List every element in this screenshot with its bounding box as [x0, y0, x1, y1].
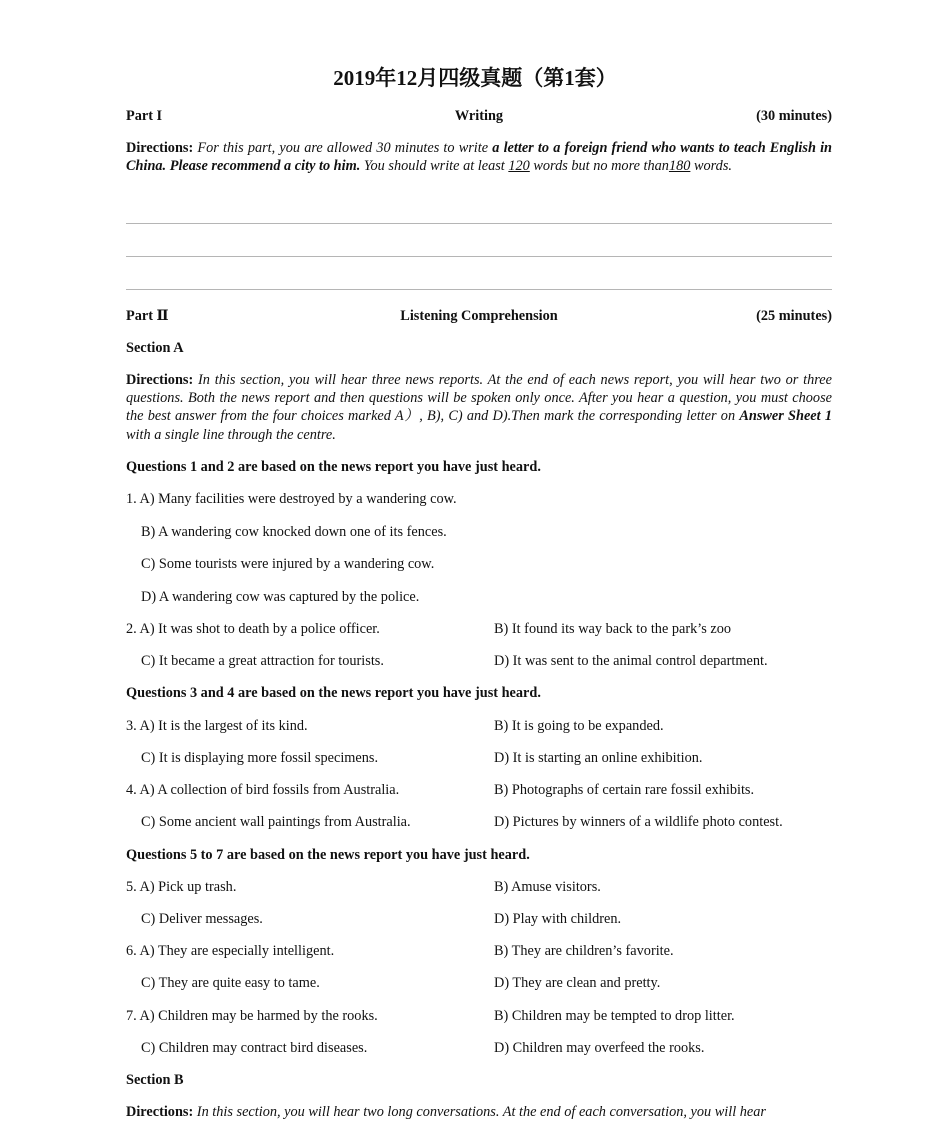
- question-6: [126, 943, 832, 963]
- question-2: [126, 653, 832, 673]
- directions-text: You should write at least: [360, 158, 509, 175]
- section-a-heading: Section A: [126, 340, 184, 356]
- directions-text: In this section, you will hear two long conversations. At the end of each conversation, you will hear: [193, 1104, 766, 1120]
- question-group-header: Questions 5 to 7 are based on the news report you have just heard.: [126, 847, 530, 863]
- part-time: (25 minutes): [756, 308, 832, 324]
- option: 3. A) It is the largest of its kind.: [126, 718, 308, 734]
- max-words: 180: [668, 158, 691, 175]
- part-time: (30 minutes): [756, 108, 832, 124]
- directions-label: Directions:: [126, 372, 194, 388]
- question-3: [126, 750, 832, 770]
- directions-text: with a single line through the centre.: [126, 426, 336, 443]
- directions-text: words.: [690, 158, 732, 175]
- option: B) Amuse visitors.: [494, 879, 601, 895]
- option: B) It found its way back to the park’s zoo: [494, 621, 732, 637]
- question-1: [126, 556, 832, 576]
- option: D) It is starting an online exhibition.: [494, 750, 703, 766]
- option: B) They are children’s favorite.: [494, 943, 674, 959]
- option: D) Pictures by winners of a wildlife photo contest.: [494, 814, 783, 830]
- option: C) It is displaying more fossil specimens.: [141, 750, 379, 766]
- option: D) Play with children.: [494, 911, 622, 927]
- option: B) Children may be tempted to drop litter.: [494, 1008, 735, 1024]
- writing-task: a letter to a foreign friend who wants to teach English in China. Please recommend a city to him.: [126, 140, 832, 175]
- option: C) Deliver messages.: [141, 911, 263, 927]
- question-6: [126, 975, 832, 995]
- part2-header: [126, 308, 832, 328]
- option: 5. A) Pick up trash.: [126, 879, 237, 895]
- option: D) They are clean and pretty.: [494, 975, 661, 991]
- page-title: 2019年12月四级真题（第1套）: [333, 66, 617, 90]
- question-7: [126, 1040, 832, 1060]
- part-name: Listening Comprehension: [400, 308, 558, 324]
- directions-text: For this part, you are allowed 30 minutes to write: [193, 140, 493, 156]
- question-4: [126, 782, 832, 802]
- option: 7. A) Children may be harmed by the rooks.: [126, 1008, 378, 1024]
- question-5: [126, 879, 832, 899]
- question-1: [126, 589, 832, 609]
- option: B) Photographs of certain rare fossil exhibits.: [494, 782, 755, 798]
- writing-directions: [126, 139, 832, 175]
- question-7: [126, 1008, 832, 1028]
- section-b-heading: Section B: [126, 1072, 184, 1088]
- min-words: 120: [508, 158, 530, 175]
- writing-line: [126, 223, 832, 224]
- option: D) It was sent to the animal control department.: [494, 653, 768, 669]
- option: D) Children may overfeed the rooks.: [494, 1040, 705, 1056]
- question-5: [126, 911, 832, 931]
- question-2: [126, 621, 832, 641]
- section-b-directions: [126, 1103, 832, 1121]
- option: B) A wandering cow knocked down one of its fences.: [141, 524, 447, 540]
- part1-header: [126, 108, 832, 128]
- option: 1. A) Many facilities were destroyed by a wandering cow.: [126, 491, 457, 507]
- question-1: [126, 524, 832, 544]
- option: C) Some tourists were injured by a wandering cow.: [141, 556, 435, 572]
- question-4: [126, 814, 832, 834]
- directions-label: Directions:: [126, 1104, 194, 1120]
- option: 6. A) They are especially intelligent.: [126, 943, 335, 959]
- option: B) It is going to be expanded.: [494, 718, 664, 734]
- option: D) A wandering cow was captured by the police.: [141, 589, 420, 605]
- answer-sheet-ref: Answer Sheet 1: [739, 408, 832, 425]
- directions-text: words but no more than: [529, 158, 669, 175]
- part-name: Writing: [454, 108, 504, 124]
- listening-directions: [126, 371, 832, 444]
- option: C) It became a great attraction for tourists.: [141, 653, 384, 669]
- question-group-header: Questions 3 and 4 are based on the news report you have just heard.: [126, 685, 541, 701]
- part-label: Part Ⅱ: [126, 308, 169, 324]
- question-1: [126, 491, 832, 511]
- option: 4. A) A collection of bird fossils from Australia.: [126, 782, 400, 798]
- question-group-header: Questions 1 and 2 are based on the news report you have just heard.: [126, 459, 541, 475]
- option: 2. A) It was shot to death by a police officer.: [126, 621, 380, 637]
- option: C) Children may contract bird diseases.: [141, 1040, 368, 1056]
- writing-line: [126, 289, 832, 290]
- option: C) Some ancient wall paintings from Australia.: [141, 814, 411, 830]
- part-label: Part I: [126, 108, 163, 124]
- directions-text: In this section, you will hear three news reports. At the end of each news report, you will hear two or three questions. Both the news report and then questions will be spoken only once. After you hear a question, you must choose the best answer from the four choices marked A）, B), C) and D).Then mark the corresponding letter on: [126, 372, 832, 425]
- option: C) They are quite easy to tame.: [141, 975, 320, 991]
- question-3: [126, 718, 832, 738]
- directions-label: Directions:: [126, 140, 194, 156]
- writing-line: [126, 256, 832, 257]
